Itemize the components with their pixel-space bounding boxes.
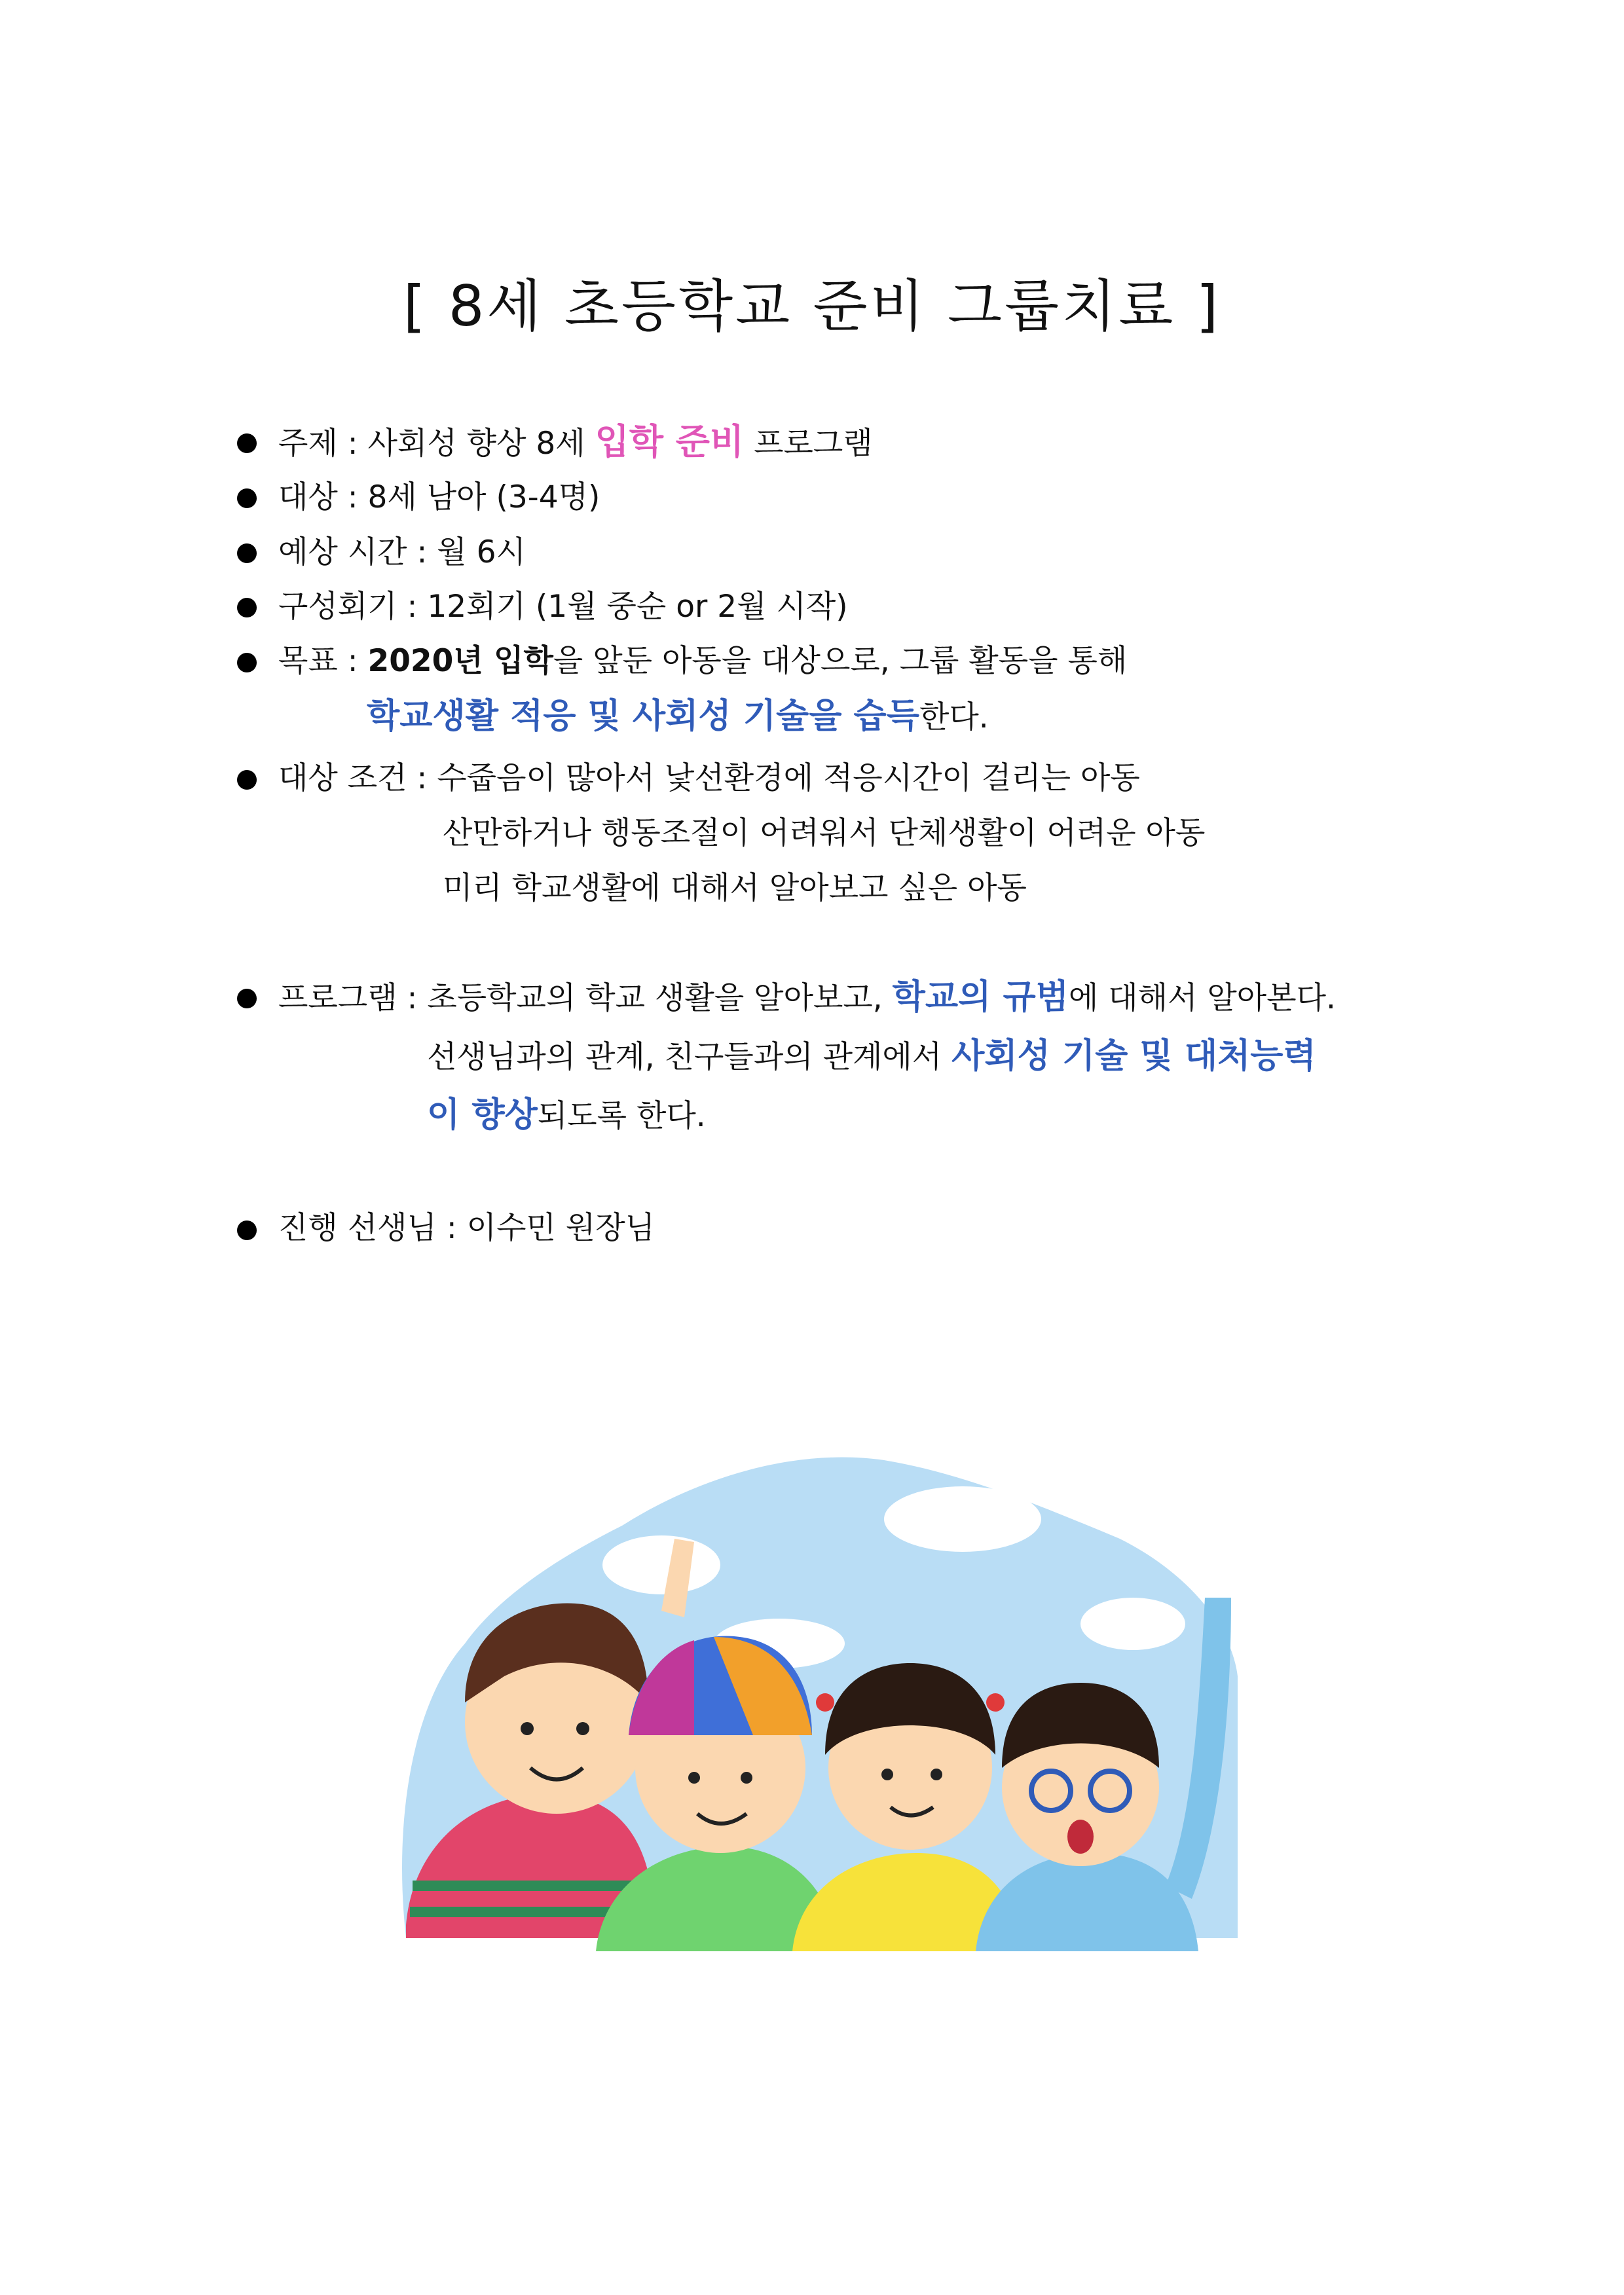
goal-highlight: 학교생활 적응 및 사회성 기술을 습득 — [367, 697, 919, 736]
program-item — [278, 978, 1336, 1017]
bullet-dot — [237, 543, 257, 563]
program-label: 프로그램 : — [278, 980, 428, 1016]
bullet-dot — [237, 433, 257, 453]
conditions-line: 미리 학교생활에 대해서 알아보고 싶은 아동 — [443, 870, 1027, 906]
sessions-item: 구성회기 : 12회기 (1월 중순 or 2월 시작) — [278, 589, 848, 625]
program-line2 — [427, 1037, 1316, 1076]
page-title: [ 8세 초등학교 준비 그룹치료 ] — [403, 274, 1221, 339]
program-line1: 초등학교의 학교 생활을 알아보고, — [427, 980, 893, 1016]
topic-highlight: 입학 준비 — [595, 421, 745, 462]
conditions-label: 대상 조건 : — [278, 760, 437, 796]
bullet-dot — [237, 488, 257, 508]
program-line2-before: 선생님과의 관계, 친구들과의 관계에서 — [427, 1039, 952, 1075]
topic-after: 프로그램 — [744, 426, 873, 462]
bullet-dot — [237, 598, 257, 617]
goal-line2 — [367, 697, 989, 736]
program-highlight: 사회성 기술 및 대처능력 — [951, 1037, 1316, 1076]
goal-line2-after: 한다. — [919, 699, 989, 735]
topic-label: 주제 : 사회성 향상 8세 — [278, 426, 595, 462]
program-line3 — [427, 1095, 706, 1135]
bullet-dot — [237, 989, 257, 1008]
program-line1-after: 에 대해서 알아본다. — [1068, 980, 1336, 1016]
goal-line1: 을 앞둔 아동을 대상으로, 그룹 활동을 통해 — [553, 643, 1128, 679]
program-line3-after: 되도록 한다. — [537, 1098, 706, 1134]
four-children-waving-illustration — [386, 1427, 1244, 2017]
goal-label: 목표 : — [278, 643, 368, 679]
program-highlight: 이 향상 — [427, 1095, 538, 1135]
conditions-item — [278, 760, 1140, 796]
time-item: 예상 시간 : 월 6시 — [278, 534, 526, 570]
topic-item — [278, 421, 873, 462]
bullet-dot — [237, 653, 257, 672]
conditions-line: 산만하거나 행동조절이 어려워서 단체생활이 어려운 아동 — [443, 815, 1206, 851]
target-item: 대상 : 8세 남아 (3-4명) — [278, 479, 600, 515]
program-highlight: 학교의 규범 — [892, 978, 1069, 1017]
bullet-dot — [237, 770, 257, 790]
conditions-line: 수줍음이 많아서 낯선환경에 적응시간이 걸리는 아동 — [437, 760, 1140, 796]
bullet-dot — [237, 1221, 257, 1240]
goal-bold: 2020년 입학 — [367, 643, 553, 679]
goal-item — [278, 643, 1128, 679]
teacher-item: 진행 선생님 : 이수민 원장님 — [278, 1210, 655, 1246]
